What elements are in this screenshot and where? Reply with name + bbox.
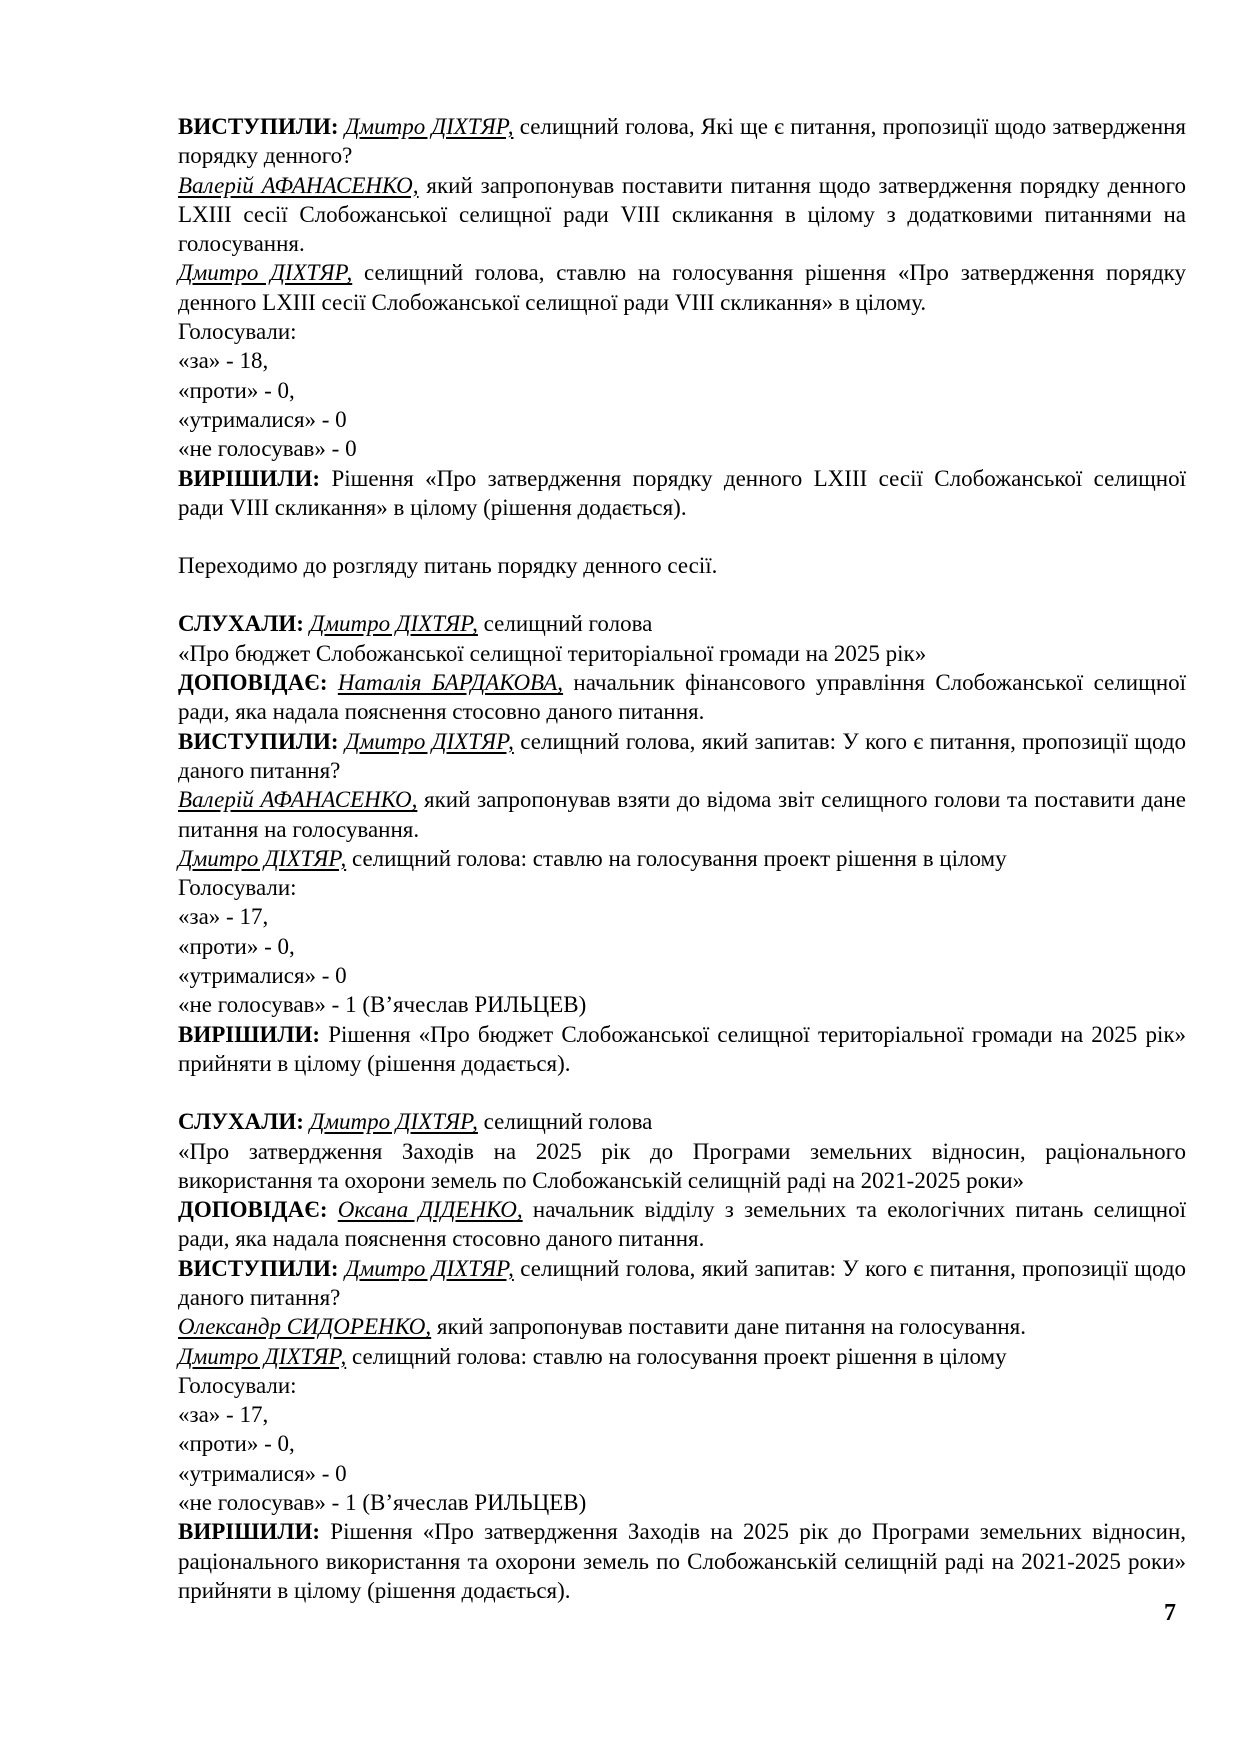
speech-text: селищний голова, Які ще є питання, пропозиції щодо затвердження порядку денного? xyxy=(178,114,1187,169)
transition-text: Переходимо до розгляду питань порядку денного сесії. xyxy=(178,553,718,579)
speech-text: селищний голова: ставлю на голосування проект рішення в цілому xyxy=(351,1343,1007,1369)
vote-line: «не голосував» - 0 xyxy=(178,436,357,462)
speaker-name: Наталія БАРДАКОВА, xyxy=(337,670,564,696)
agenda-item-title: «Про бюджет Слобожанської селищної територіальної громади на 2025 рік» xyxy=(178,640,927,666)
speech-paragraph xyxy=(178,112,1186,171)
keyword-reports: ДОПОВІДАЄ: xyxy=(178,670,328,696)
speech-paragraph xyxy=(178,785,1186,844)
decision-text: Рішення «Про затвердження порядку денного LXIII сесії Слобожанської селищної ради VIII скликання» в цілому (рішення додається). xyxy=(178,465,1186,520)
vote-line: Голосували: xyxy=(178,875,297,901)
speech-paragraph xyxy=(178,844,1186,873)
speech-paragraph xyxy=(178,258,1186,317)
speaker-name: Валерій АФАНАСЕНКО, xyxy=(178,172,419,198)
keyword-reports: ДОПОВІДАЄ: xyxy=(178,1197,328,1223)
keyword-spoke: ВИСТУПИЛИ: xyxy=(178,114,339,139)
spacer xyxy=(178,522,1186,551)
speaker-name: Дмитро ДІХТЯР, xyxy=(178,260,353,286)
speaker-name: Дмитро ДІХТЯР, xyxy=(178,1343,347,1369)
report-text: начальник фінансового управління Слобожанської селищної ради, яка надала пояснення стосовно даного питання. xyxy=(178,670,1187,725)
keyword-decided: ВИРІШИЛИ: xyxy=(178,465,321,491)
speaker-name: Дмитро ДІХТЯР, xyxy=(344,728,514,754)
speaker-name: Валерій АФАНАСЕНКО, xyxy=(178,787,418,813)
speech-text: селищний голова, який запитав: У кого є питання, пропозиції щодо даного питання? xyxy=(178,1255,1187,1310)
report-text: начальник відділу з земельних та екологічних питань селищної ради, яка надала пояснення стосовно даного питання. xyxy=(178,1197,1186,1252)
decision-paragraph xyxy=(178,464,1186,523)
heard-text: селищний голова xyxy=(483,611,653,637)
vote-line: «проти» - 0, xyxy=(178,933,295,959)
decision-paragraph xyxy=(178,1517,1186,1605)
keyword-heard: СЛУХАЛИ: xyxy=(178,1109,304,1135)
heard-text: селищний голова xyxy=(483,1109,653,1135)
keyword-heard: СЛУХАЛИ: xyxy=(178,611,304,637)
spacer xyxy=(178,1078,1186,1107)
vote-line: Голосували: xyxy=(178,319,297,345)
decision-text: Рішення «Про затвердження Заходів на 2025 рік до Програми земельних відносин, раціонального використання та охорони земель по Слобожанській селищній раді на 2021-2025 роки» прийняти в цілому (рішення додається). xyxy=(178,1519,1187,1603)
speech-text: який запропонував поставити дане питання на голосування. xyxy=(436,1314,1027,1340)
speaker-name: Дмитро ДІХТЯР, xyxy=(344,114,514,139)
speaker-name: Оксана ДІДЕНКО, xyxy=(337,1197,523,1223)
keyword-spoke: ВИСТУПИЛИ: xyxy=(178,728,339,754)
vote-line: «не голосував» - 1 (В’ячеслав РИЛЬЦЕВ) xyxy=(178,1490,587,1516)
vote-line: Голосували: xyxy=(178,1372,297,1398)
keyword-decided: ВИРІШИЛИ: xyxy=(178,1021,321,1047)
speech-text: селищний голова, ставлю на голосування рішення «Про затвердження порядку денного LXIII сесії Слобожанської селищної ради VIII скликання» в цілому. xyxy=(178,260,1186,315)
speech-text: який запропонував поставити питання щодо затвердження порядку денного LXIII сесії Слобожанської селищної ради VIII скликання в цілому з додатковими питаннями на голосування. xyxy=(178,172,1186,257)
vote-line: «проти» - 0, xyxy=(178,377,295,403)
report-paragraph xyxy=(178,668,1186,727)
spacer xyxy=(178,580,1186,609)
vote-line: «утрималися» - 0 xyxy=(178,1460,347,1486)
speaker-name: Дмитро ДІХТЯР, xyxy=(309,611,478,637)
speaker-name: Дмитро ДІХТЯР, xyxy=(344,1255,514,1281)
vote-line: «за» - 18, xyxy=(178,348,269,374)
decision-text: Рішення «Про бюджет Слобожанської селищної територіальної громади на 2025 рік» прийняти в цілому (рішення додається). xyxy=(178,1021,1187,1076)
heard-paragraph xyxy=(178,1107,1186,1136)
agenda-item-title: «Про затвердження Заходів на 2025 рік до Програми земельних відносин, раціонального використання та охорони земель по Слобожанській селищній раді на 2021-2025 роки» xyxy=(178,1138,1186,1193)
vote-line: «не голосував» - 1 (В’ячеслав РИЛЬЦЕВ) xyxy=(178,992,587,1018)
heard-paragraph xyxy=(178,609,1186,638)
vote-line: «за» - 17, xyxy=(178,1402,269,1428)
speaker-name: Дмитро ДІХТЯР, xyxy=(178,845,347,871)
speech-paragraph xyxy=(178,1342,1186,1371)
vote-line: «утрималися» - 0 xyxy=(178,406,347,432)
speech-text: який запропонував взяти до відома звіт селищного голови та поставити дане питання на голосування. xyxy=(178,787,1187,842)
report-paragraph xyxy=(178,1195,1186,1254)
speech-paragraph xyxy=(178,1312,1186,1341)
vote-line: «утрималися» - 0 xyxy=(178,963,347,989)
keyword-spoke: ВИСТУПИЛИ: xyxy=(178,1255,339,1281)
decision-paragraph xyxy=(178,1020,1186,1079)
speech-paragraph xyxy=(178,727,1186,786)
speech-text: селищний голова, який запитав: У кого є питання, пропозиції щодо даного питання? xyxy=(178,728,1187,783)
vote-line: «за» - 17, xyxy=(178,904,269,930)
document-body xyxy=(178,112,1186,1605)
speech-text: селищний голова: ставлю на голосування проект рішення в цілому xyxy=(351,845,1007,871)
page-number: 7 xyxy=(1164,1600,1176,1626)
vote-line: «проти» - 0, xyxy=(178,1431,295,1457)
speech-paragraph xyxy=(178,171,1186,259)
speaker-name: Дмитро ДІХТЯР, xyxy=(309,1109,478,1135)
speaker-name: Олександр СИДОРЕНКО, xyxy=(178,1314,432,1340)
keyword-decided: ВИРІШИЛИ: xyxy=(178,1519,321,1545)
speech-paragraph xyxy=(178,1254,1186,1313)
